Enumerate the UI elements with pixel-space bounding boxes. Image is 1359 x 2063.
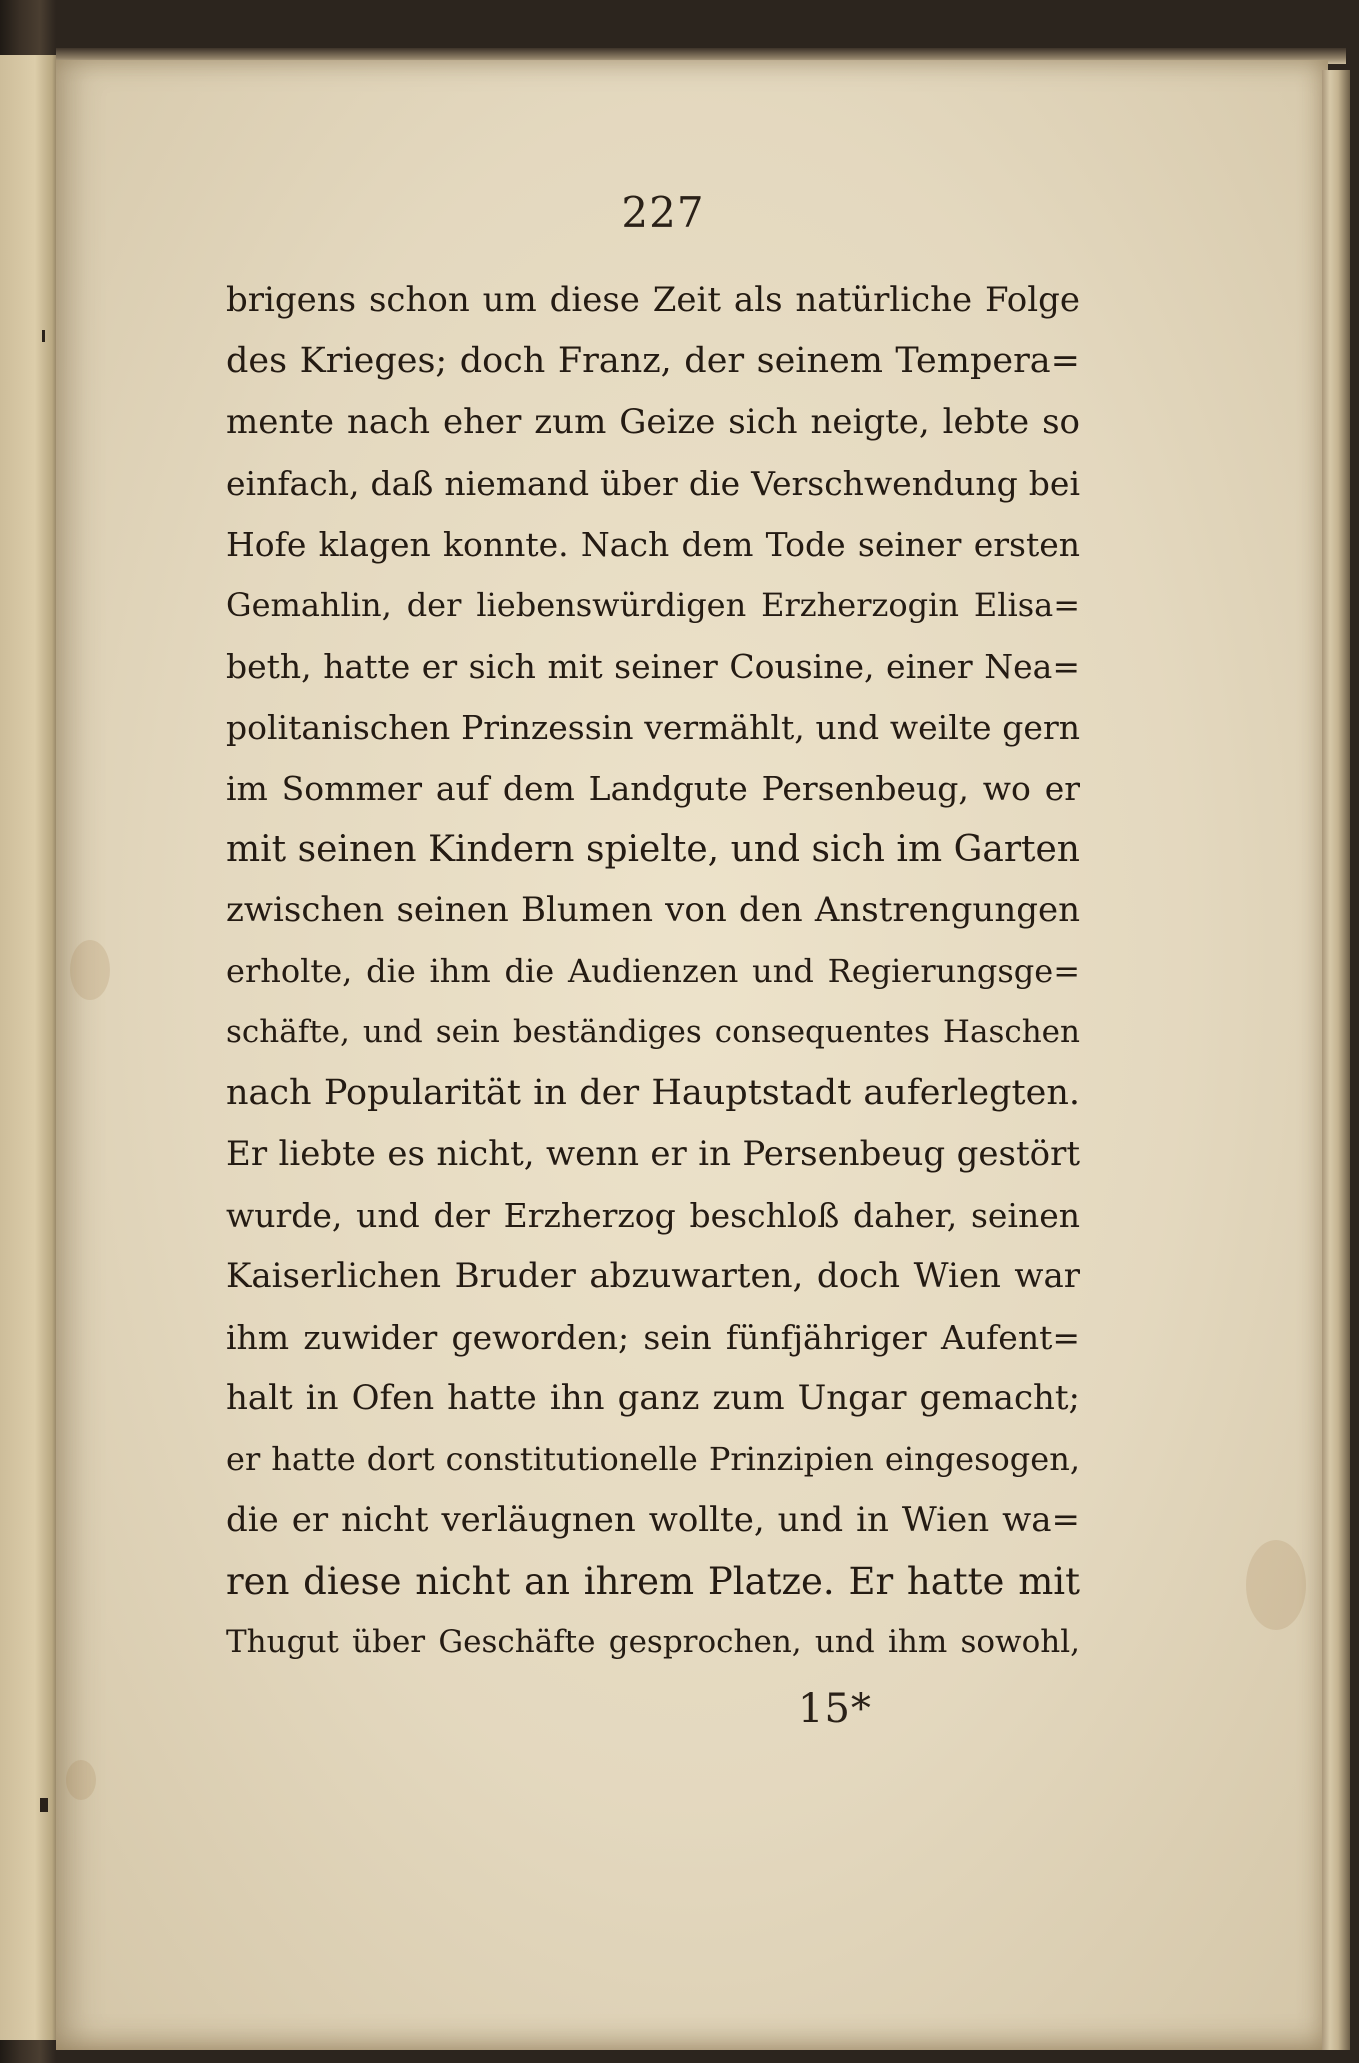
text-line: ren diese nicht an ihrem Platze. Er hatte mit xyxy=(226,1560,1080,1603)
text-line: Kaiserlichen Bruder abzuwarten, doch Wien war xyxy=(226,1256,1080,1296)
margin-mark xyxy=(40,1798,48,1812)
facing-page-edge xyxy=(0,55,58,2040)
text-line: er hatte dort constitutionelle Prinzipien eingesogen, xyxy=(226,1440,1080,1478)
text-line: erholte, die ihm die Audienzen und Regierungsge= xyxy=(226,952,1080,990)
text-line: nach Popularität in der Hauptstadt auferlegten. xyxy=(226,1073,1080,1113)
foxing-spot xyxy=(1246,1540,1306,1630)
text-line: brigens schon um diese Zeit als natürliche Folge xyxy=(226,280,1080,320)
text-line: politanischen Prinzessin vermählt, und weilte gern xyxy=(226,708,1080,747)
text-line: Er liebte es nicht, wenn er in Persenbeug gestört xyxy=(226,1134,1080,1174)
text-line: beth, hatte er sich mit seiner Cousine, einer Nea= xyxy=(226,647,1080,686)
text-line: mente nach eher zum Geize sich neigte, lebte so xyxy=(226,402,1080,442)
text-line: mit seinen Kindern spielte, und sich im Garten xyxy=(226,829,1080,870)
text-line: im Sommer auf dem Landgute Persenbeug, wo er xyxy=(226,769,1080,808)
text-line: Gemahlin, der liebenswürdigen Erzherzogin Elisa= xyxy=(226,586,1080,624)
signature-mark: 15* xyxy=(798,1686,872,1732)
text-line: Hofe klagen konnte. Nach dem Tode seiner ersten xyxy=(226,525,1080,564)
text-line: schäfte, und sein beständiges consequentes Haschen xyxy=(226,1014,1080,1050)
text-line: des Krieges; doch Franz, der seinem Tempera= xyxy=(226,341,1080,381)
text-line: zwischen seinen Blumen von den Anstrengungen xyxy=(226,890,1080,930)
foxing-spot xyxy=(66,1760,96,1800)
page-number: 227 xyxy=(621,188,705,237)
text-line: Thugut über Geschäfte gesprochen, und ihm sowohl, xyxy=(226,1624,1080,1660)
page-stack-edge xyxy=(1322,70,1350,2050)
text-line: einfach, daß niemand über die Verschwendung bei xyxy=(226,464,1080,503)
text-line: ihm zuwider geworden; sein fünfjähriger Aufent= xyxy=(226,1318,1080,1357)
foxing-spot xyxy=(70,940,110,1000)
text-line: die er nicht verläugnen wollte, und in Wien wa= xyxy=(226,1500,1080,1540)
body-text xyxy=(226,270,1080,1673)
text-line: wurde, und der Erzherzog beschloß daher, seinen xyxy=(226,1196,1080,1235)
text-line: halt in Ofen hatte ihn ganz zum Ungar gemacht; xyxy=(226,1378,1080,1418)
margin-mark xyxy=(42,330,45,342)
